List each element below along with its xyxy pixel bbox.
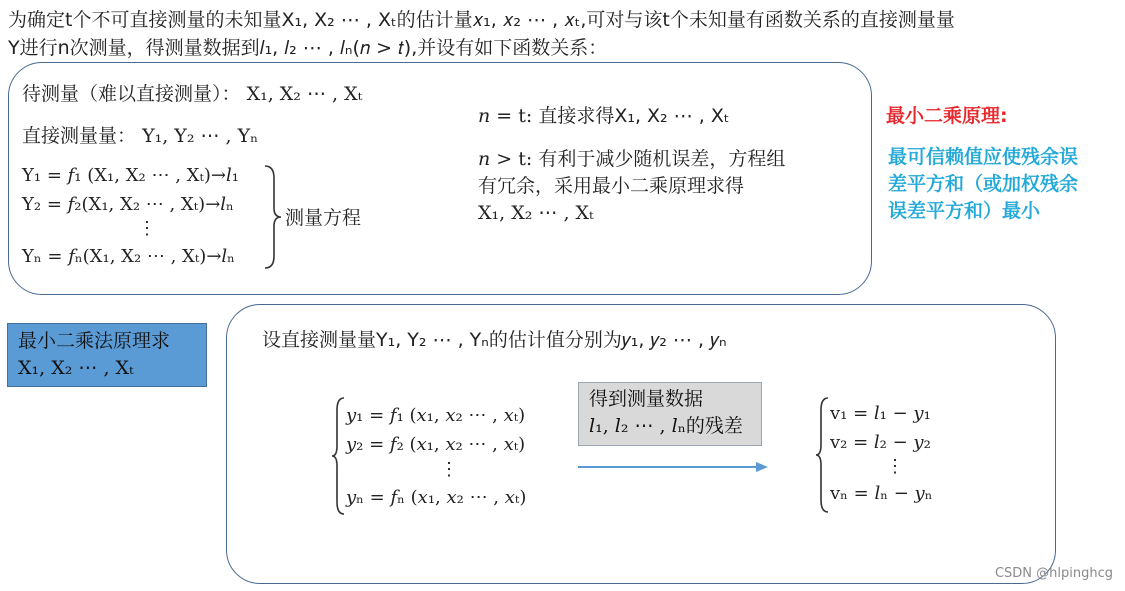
measurement-eq-label: 测量方程: [285, 207, 362, 229]
estimate-eq-n: 𝑦ₙ = 𝑓ₙ (𝑥₁, 𝑥₂ ⋯ , 𝑥ₜ): [346, 487, 527, 508]
principle-line-1: 最可信赖值应使残余误: [888, 146, 1079, 168]
right-arrow-icon: [576, 460, 770, 474]
estimate-eq-1: 𝑦₁ = 𝑓₁ (𝑥₁, 𝑥₂ ⋯ , 𝑥ₜ): [346, 405, 526, 426]
case-gt-line-3: X₁, X₂ ⋯ , Xₜ: [478, 202, 594, 224]
principle-title: 最小二乘原理:: [886, 105, 1008, 127]
residual-eq-ellipsis: ⋮: [886, 456, 904, 477]
measurement-eq-n: Yₙ = 𝑓ₙ(X₁, X₂ ⋯ , Xₜ)→𝑙ₙ: [22, 246, 235, 267]
case-n-greater-t: [478, 146, 785, 227]
estimate-eq-ellipsis: ⋮: [440, 459, 458, 480]
intro-line-1: 为确定t个不可直接测量的未知量X₁, X₂ ⋯ , Xₜ的估计量𝑥₁, 𝑥₂ ⋯ , 𝑥ₜ,可对与该t个未知量有函数关系的直接测量量: [8, 9, 955, 31]
direct-vars: Y₁, Y₂ ⋯ , Yₙ: [142, 125, 259, 147]
principle-line-2: 差平方和（或加权残余: [888, 173, 1079, 195]
direct-quantities: [22, 124, 258, 148]
case-eq-text: 直接求得X₁, X₂ ⋯ , Xₜ: [538, 105, 730, 127]
residual-eq-n: vₙ = 𝑙ₙ − 𝑦ₙ: [830, 483, 933, 504]
principle-text: [888, 144, 1078, 225]
case-gt-line-1: 有利于减少随机误差，方程组: [538, 148, 786, 170]
arrow-label-line-1: 得到测量数据: [589, 388, 704, 410]
measurement-eq-1: Y₁ = 𝑓₁ (X₁, X₂ ⋯ , Xₜ)→𝑙₁: [22, 165, 239, 186]
case-n-equals-t: [478, 104, 729, 128]
direct-label: 直接测量量：: [22, 125, 137, 147]
unmeasured-vars: X₁, X₂ ⋯ , Xₜ: [246, 83, 363, 105]
least-squares-label-box: [7, 323, 207, 387]
left-brace-estimates-icon: [330, 396, 346, 516]
arrow-label-line-2: 𝑙₁, 𝑙₂ ⋯ , 𝑙ₙ的残差: [589, 415, 743, 437]
arrow-label-box: [578, 382, 762, 446]
unmeasured-label: 待测量（难以直接测量）：: [22, 83, 241, 105]
case-eq-prefix: 𝑛 = t:: [478, 105, 539, 127]
case-gt-line-2: 有冗余，采用最小二乘原理求得: [478, 175, 745, 197]
unmeasured-quantities: [22, 82, 362, 106]
principle-line-3: 误差平方和）最小: [888, 200, 1041, 222]
intro-text: [8, 6, 955, 62]
residual-eq-1: v₁ = 𝑙₁ − 𝑦₁: [830, 403, 931, 424]
residual-eq-2: v₂ = 𝑙₂ − 𝑦₂: [830, 432, 931, 453]
intro-line-2: Y进行n次测量，得测量数据到𝑙₁, 𝑙₂ ⋯ , 𝑙ₙ(𝑛 > 𝑡),并设有如下函数关系：: [8, 37, 608, 59]
case-gt-prefix: 𝑛 > t:: [478, 148, 539, 170]
estimation-header: 设直接测量量Y₁, Y₂ ⋯ , Yₙ的估计值分别为𝑦₁, 𝑦₂ ⋯ , 𝑦ₙ: [262, 329, 727, 351]
measurement-eq-ellipsis: ⋮: [138, 218, 156, 239]
estimate-eq-2: 𝑦₂ = 𝑓₂ (𝑥₁, 𝑥₂ ⋯ , 𝑥ₜ): [346, 434, 526, 455]
label-line-1: 最小二乘法原理求: [18, 330, 171, 352]
left-brace-residuals-icon: [814, 396, 830, 514]
measurement-eq-2: Y₂ = 𝑓₂(X₁, X₂ ⋯ , Xₜ)→𝑙ₙ: [22, 194, 234, 215]
watermark: CSDN @hlpinghcg: [994, 566, 1113, 581]
right-brace-icon: [262, 164, 284, 270]
label-line-2: X₁, X₂ ⋯ , Xₜ: [18, 357, 134, 379]
